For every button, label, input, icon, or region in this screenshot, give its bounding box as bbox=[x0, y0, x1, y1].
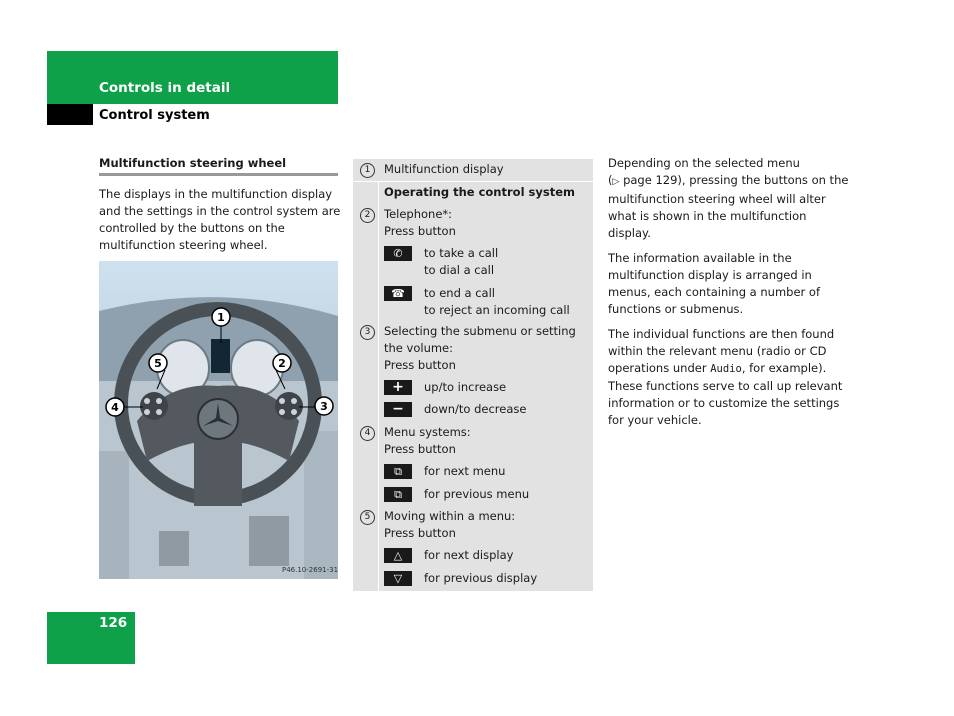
callout-4: 4 bbox=[111, 401, 119, 414]
item-4-text-1: Menu systems: bbox=[384, 425, 471, 439]
callout-5: 5 bbox=[154, 357, 162, 370]
p1-text-a: Depending on the selected menu bbox=[608, 156, 800, 170]
increase-text: up/to increase bbox=[424, 380, 507, 394]
right-column bbox=[608, 155, 850, 437]
dial-call-text: to dial a call bbox=[424, 263, 495, 277]
phone-pickup-icon: ✆ bbox=[384, 246, 412, 261]
previous-display-text: for previous display bbox=[424, 571, 538, 585]
item-1-text: Multifunction display bbox=[384, 162, 504, 176]
photo-code: P46.10-2691-31 bbox=[282, 566, 339, 574]
page-number: 126 bbox=[99, 615, 128, 631]
paragraph-2: The information available in the multifunction display is arranged in menus, each containing a number of functions or submenus. bbox=[608, 251, 820, 316]
callout-3: 3 bbox=[320, 400, 328, 413]
page-ref-arrow-icon: ▷ bbox=[612, 177, 620, 187]
item-number-1: 1 bbox=[360, 163, 375, 178]
item-3-text-1: Selecting the submenu or setting bbox=[384, 324, 576, 338]
arrow-up-icon: △ bbox=[384, 548, 412, 563]
item-2-text-1: Telephone*: bbox=[384, 207, 453, 221]
minus-icon: − bbox=[384, 402, 412, 417]
p3-text-a: The individual functions are then found within the relevant menu (radio or CD operations under bbox=[608, 327, 835, 375]
item-2-text-2: Press button bbox=[384, 224, 456, 238]
header-marker bbox=[47, 104, 93, 125]
item-3-text-2: the volume: bbox=[384, 341, 454, 355]
paragraph-3 bbox=[608, 326, 850, 429]
table-column-separator bbox=[378, 181, 379, 591]
paragraph-1 bbox=[608, 155, 850, 242]
callout-1: 1 bbox=[217, 311, 225, 324]
end-call-text: to end a call bbox=[424, 286, 495, 300]
p1-text-c[interactable]: page 129), pressing the buttons on the multifunction steering wheel will alter what is shown in the multifunction display. bbox=[608, 173, 849, 240]
steering-wheel-photo bbox=[99, 261, 338, 579]
page-heading: Multifunction steering wheel bbox=[99, 156, 338, 176]
plus-icon: + bbox=[384, 380, 412, 395]
reject-call-text: to reject an incoming call bbox=[424, 303, 570, 317]
next-menu-text: for next menu bbox=[424, 464, 506, 478]
item-number-2: 2 bbox=[360, 208, 375, 223]
header-band bbox=[47, 51, 338, 104]
table-divider bbox=[353, 181, 593, 182]
item-number-5: 5 bbox=[360, 510, 375, 525]
intro-paragraph: The displays in the multifunction display and the settings in the control system are controlled by the buttons on the multifunction steering wheel. bbox=[99, 187, 341, 252]
next-menu-icon: ⧉ bbox=[384, 464, 412, 479]
control-table bbox=[353, 159, 593, 591]
arrow-down-icon: ▽ bbox=[384, 571, 412, 586]
item-number-3: 3 bbox=[360, 325, 375, 340]
decrease-text: down/to decrease bbox=[424, 402, 527, 416]
item-5-text-1: Moving within a menu: bbox=[384, 509, 516, 523]
callout-2: 2 bbox=[278, 357, 286, 370]
subsection-title: Control system bbox=[99, 108, 210, 123]
item-5-text-2: Press button bbox=[384, 526, 456, 540]
item-4-text-2: Press button bbox=[384, 442, 456, 456]
item-3-text-3: Press button bbox=[384, 358, 456, 372]
table-section-heading: Operating the control system bbox=[384, 185, 575, 199]
previous-menu-text: for previous menu bbox=[424, 487, 530, 501]
previous-menu-icon: ⧉ bbox=[384, 487, 412, 502]
phone-hangup-icon: ☎ bbox=[384, 286, 412, 301]
p1-text-b: ( bbox=[608, 173, 613, 187]
item-number-4: 4 bbox=[360, 426, 375, 441]
take-call-text: to take a call bbox=[424, 246, 499, 260]
p3-text-c: , for example). These functions serve to call up relevant information or to customize the settings for your vehicle. bbox=[608, 361, 843, 427]
next-display-text: for next display bbox=[424, 548, 514, 562]
section-title: Controls in detail bbox=[99, 80, 231, 96]
audio-term: Audio bbox=[710, 363, 742, 375]
